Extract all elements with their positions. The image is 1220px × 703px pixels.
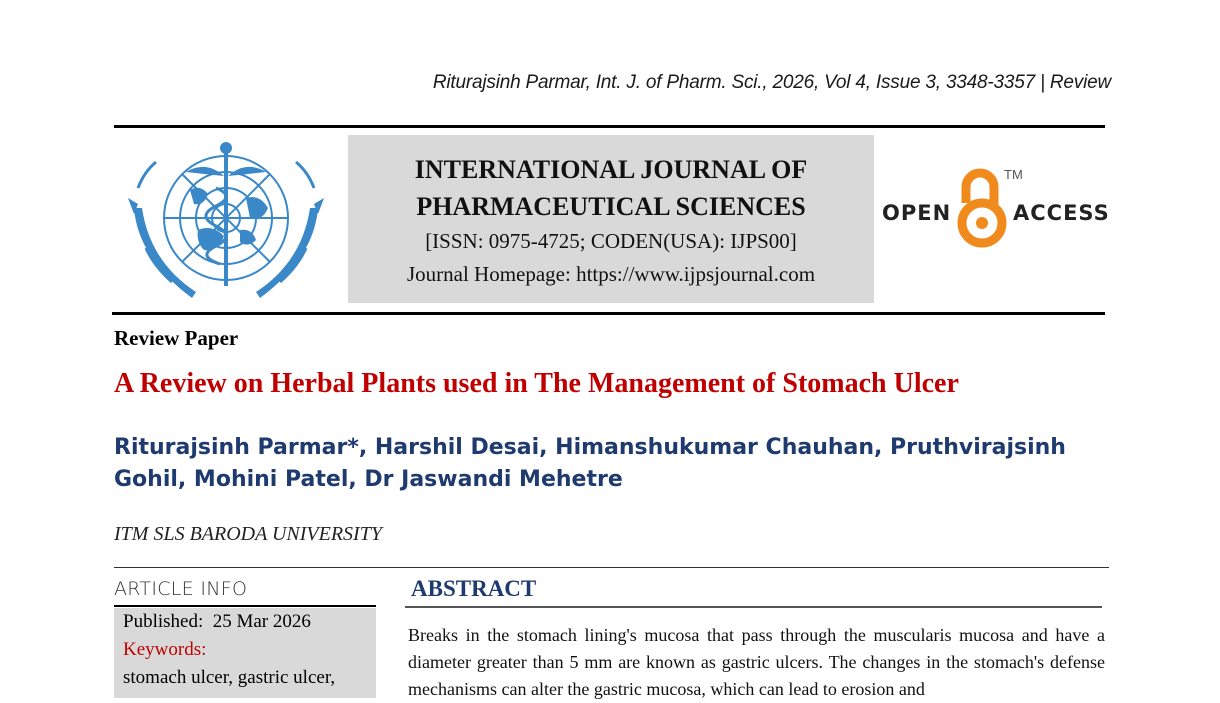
article-info-heading: ARTICLE INFO (114, 578, 248, 600)
article-info-box (114, 608, 376, 698)
keywords-text: stomach ulcer, gastric ulcer, (123, 667, 336, 688)
who-style-emblem-icon (128, 138, 324, 306)
published-row (123, 608, 376, 636)
abstract-text: Breaks in the stomach lining's mucosa that pass through the muscularis mucosa and have a diameter greater than 5 mm are known as gastric ulcers. The changes in the stomach's defense mechanisms can alter the gastric mucosa, which can lead to erosion and (408, 625, 1105, 699)
abstract-heading: ABSTRACT (411, 576, 537, 601)
open-access-left-text: OPEN (882, 201, 952, 225)
issn-coden: [ISSN: 0975-4725; CODEN(USA): IJPS00] (425, 229, 797, 253)
running-head: Riturajsinh Parmar, Int. J. of Pharm. Sci., 2026, Vol 4, Issue 3, 3348-3357 | Review (432, 72, 1111, 93)
author-list (114, 432, 1104, 496)
journal-homepage[interactable]: Journal Homepage: https://www.ijpsjournal.com (406, 262, 816, 286)
top-rule (114, 125, 1105, 128)
open-lock-icon (956, 165, 1008, 250)
authors-line1: Riturajsinh Parmar*, Harshil Desai, Himanshukumar Chauhan, Pruthvirajsinh (114, 435, 1066, 460)
trademark-symbol: TM (1004, 167, 1023, 182)
masthead-bottom-rule (112, 312, 1105, 315)
open-access-badge (880, 165, 1110, 250)
journal-title (348, 151, 874, 225)
journal-masthead (348, 135, 874, 303)
keywords-label: Keywords: (123, 639, 207, 660)
journal-title-line2: PHARMACEUTICAL SCIENCES (416, 192, 806, 221)
abstract-rule (405, 606, 1102, 608)
journal-title-line1: INTERNATIONAL JOURNAL OF (414, 155, 808, 184)
authors-line2: Gohil, Mohini Patel, Dr Jaswandi Mehetre (114, 467, 623, 492)
journal-logo (128, 138, 324, 306)
published-label: Published: (123, 611, 204, 632)
section-divider (114, 567, 1109, 568)
published-date: 25 Mar 2026 (212, 611, 311, 632)
paper-type: Review Paper (114, 326, 239, 350)
paper-title: A Review on Herbal Plants used in The Management of Stomach Ulcer (114, 368, 959, 399)
open-access-right-text: ACCESS (1013, 201, 1110, 225)
affiliation: ITM SLS BARODA UNIVERSITY (114, 523, 382, 545)
article-info-rule (114, 605, 376, 607)
